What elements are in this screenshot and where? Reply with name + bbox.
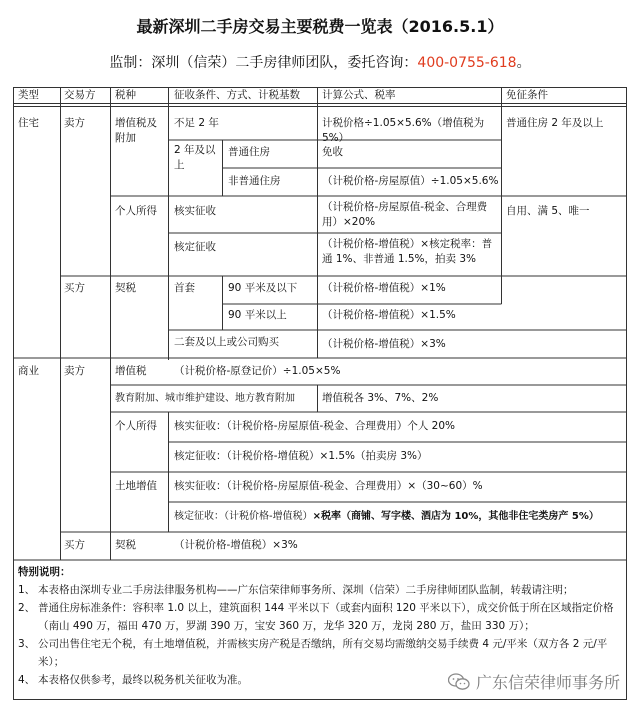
residential-gt90-formula: （计税价格-增值税）×1.5% xyxy=(322,309,456,321)
residential-income-exempt: 自用、满 5、唯一 xyxy=(506,205,590,217)
residential-income-tax: 个人所得 xyxy=(115,205,157,217)
note-number: 2、 xyxy=(18,602,36,614)
commercial-land-verified: 核实征收：（计税价格-房屋原值-税金、合理费用）×（30~60）% xyxy=(174,480,483,492)
header-condition: 征收条件、方式、计税基数 xyxy=(174,89,300,101)
residential-first: 首套 xyxy=(174,282,195,294)
commercial-income-verified: 核实征收：（计税价格-房屋原值-税金、合理费用）个人 20% xyxy=(174,420,456,432)
land-assessed-rate: ×税率（商铺、写字楼、酒店为 10%，其他非住宅类房产 5%） xyxy=(312,511,599,522)
header-party: 交易方 xyxy=(64,89,96,101)
residential-gt90: 90 平米以上 xyxy=(228,309,287,321)
note-text: 普通住房标准条件：容积率 1.0 以上，建筑面积 144 平米以下（或套内面积 120 平米以下），成交价低于所在区域指定价格（南山 490 万，福田 470 万，罗湖 390 万，宝安 360 万，龙华 320 万，龙岗 280 万，盐田 330 万）； xyxy=(38,602,614,632)
residential-seller: 卖方 xyxy=(64,117,85,129)
residential-vat-tax: 增值税及附加 xyxy=(115,117,157,144)
subtitle-prefix: 监制：深圳（信荣）二手房律师团队，委托咨询： xyxy=(109,55,418,71)
type-residential: 住宅 xyxy=(18,117,39,129)
note-item xyxy=(18,635,624,671)
note-number: 4、 xyxy=(18,674,36,686)
commercial-income-tax: 个人所得 xyxy=(115,420,157,432)
commercial-land-assessed xyxy=(174,509,599,524)
note-item xyxy=(18,599,624,635)
residential-assessed-formula: （计税价格-增值税）×核定税率：普通 1%、非普通 1.5%，拍卖 3% xyxy=(322,238,493,265)
commercial-deed-formula: （计税价格-增值税）×3% xyxy=(174,539,298,551)
note-text: 本表格仅供参考，最终以税务机关征收为准。 xyxy=(38,674,248,686)
header-tax: 税种 xyxy=(115,89,136,101)
commercial-land-tax: 土地增值 xyxy=(115,480,157,492)
note-text: 公司出售住宅无个税，有土地增值税，并需核实房产税是否缴纳，所有交易均需缴纳交易手续费 4 元/平米（双方各 2 元/平米）； xyxy=(38,638,608,668)
residential-ordinary-formula: 免收 xyxy=(322,146,343,158)
commercial-surcharge-formula: 增值税各 3%、7%、2% xyxy=(322,392,439,404)
residential-deed-tax: 契税 xyxy=(115,282,136,294)
note-item xyxy=(18,581,624,599)
note-number: 3、 xyxy=(18,638,36,650)
type-commercial: 商业 xyxy=(18,365,39,377)
header-exempt: 免征条件 xyxy=(506,89,548,101)
residential-verified-formula: （计税价格-房屋原值-税金、合理费用）×20% xyxy=(322,201,488,228)
commercial-income-assessed: 核定征收：（计税价格-增值税）×1.5%（拍卖房 3%） xyxy=(174,450,428,462)
residential-le90-formula: （计税价格-增值税）×1% xyxy=(322,282,446,294)
watermark-text: 广东信荣律师事务所 xyxy=(475,673,620,692)
header-formula: 计算公式、税率 xyxy=(322,89,396,101)
page-title: 最新深圳二手房交易主要税费一览表（2016.5.1） xyxy=(136,17,504,36)
land-assessed-prefix: 核定征收：（计税价格-增值税） xyxy=(174,511,313,522)
residential-buyer: 买方 xyxy=(64,282,85,294)
residential-second: 二套及以上或公司购买 xyxy=(174,336,279,348)
residential-over2: 2 年及以上 xyxy=(174,144,216,171)
commercial-vat-tax: 增值税 xyxy=(115,365,147,377)
note-text: 本表格由深圳专业二手房法律服务机构——广东信荣律师事务所、深圳（信荣）二手房律师团队监制，转载请注明； xyxy=(38,584,574,596)
commercial-surcharge: 教育附加、城市维护建设、地方教育附加 xyxy=(115,393,295,404)
commercial-vat-formula: （计税价格-原登记价）÷1.05×5% xyxy=(174,365,341,377)
residential-le90: 90 平米及以下 xyxy=(228,282,298,294)
consult-phone: 400-0755-618 xyxy=(417,55,517,71)
residential-second-formula: （计税价格-增值税）×3% xyxy=(322,338,446,350)
wechat-icon xyxy=(448,673,470,691)
header-type: 类型 xyxy=(18,89,39,101)
commercial-seller: 卖方 xyxy=(64,365,85,377)
residential-assessed: 核定征收 xyxy=(174,241,216,253)
residential-vat-exempt: 普通住房 2 年及以上 xyxy=(506,117,604,129)
residential-nonordinary-formula: （计税价格-房屋原值）÷1.05×5.6% xyxy=(322,175,499,187)
commercial-deed-tax: 契税 xyxy=(115,539,136,551)
residential-verified: 核实征收 xyxy=(174,205,216,217)
residential-nonordinary: 非普通住房 xyxy=(228,175,281,187)
note-number: 1、 xyxy=(18,584,36,596)
commercial-buyer: 买方 xyxy=(64,539,85,551)
notes-title: 特别说明： xyxy=(18,566,71,578)
watermark xyxy=(448,670,620,693)
residential-under2-formula: 计税价格÷1.05×5.6%（增值税为 5%） xyxy=(322,117,485,144)
residential-ordinary: 普通住房 xyxy=(228,146,270,158)
subtitle-suffix: 。 xyxy=(516,55,531,71)
residential-under2: 不足 2 年 xyxy=(174,117,219,129)
